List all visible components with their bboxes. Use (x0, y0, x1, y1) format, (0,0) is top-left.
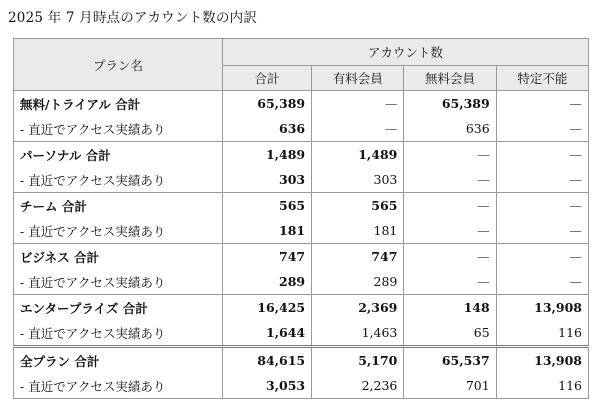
unknown-cell: — (496, 218, 588, 244)
free-cell: 148 (404, 295, 496, 321)
total-cell: 181 (223, 218, 312, 244)
total-cell: 289 (223, 269, 312, 295)
paid-cell: 565 (312, 193, 404, 219)
table-row-plan-total (14, 244, 589, 270)
row-label: チーム 合計 (14, 193, 223, 219)
unknown-cell: — (496, 269, 588, 295)
free-cell: 701 (404, 373, 496, 399)
total-cell: 3,053 (223, 373, 312, 399)
total-cell: 636 (223, 116, 312, 142)
unknown-cell: 116 (496, 373, 588, 399)
table-row-recent-access (14, 320, 589, 347)
total-cell: 565 (223, 193, 312, 219)
total-cell: 747 (223, 244, 312, 270)
table-row-plan-total (14, 347, 589, 374)
page-title: 2025 年 7 月時点のアカウント数の内訳 (8, 10, 258, 26)
account-breakdown-table (13, 38, 589, 399)
total-cell: 303 (223, 167, 312, 193)
free-cell: 65 (404, 320, 496, 347)
table-row-recent-access (14, 373, 589, 399)
paid-cell: 5,170 (312, 347, 404, 374)
free-cell: 65,389 (404, 91, 496, 117)
column-header-unknown: 特定不能 (496, 66, 588, 91)
free-cell: — (404, 193, 496, 219)
row-label: 全プラン 合計 (14, 347, 223, 374)
table-row-plan-total (14, 142, 589, 168)
row-label: - 直近でアクセス実績あり (14, 116, 223, 142)
free-cell: — (404, 167, 496, 193)
row-label: 無料/トライアル 合計 (14, 91, 223, 117)
unknown-cell: 13,908 (496, 295, 588, 321)
free-cell: 636 (404, 116, 496, 142)
table-row-recent-access (14, 269, 589, 295)
paid-cell: 289 (312, 269, 404, 295)
paid-cell: 1,489 (312, 142, 404, 168)
row-label: - 直近でアクセス実績あり (14, 269, 223, 295)
paid-cell: 2,236 (312, 373, 404, 399)
row-label: - 直近でアクセス実績あり (14, 373, 223, 399)
table-row-recent-access (14, 218, 589, 244)
paid-cell: 181 (312, 218, 404, 244)
unknown-cell: 13,908 (496, 347, 588, 374)
table-row-plan-total (14, 193, 589, 219)
table-body (14, 91, 589, 399)
unknown-cell: — (496, 167, 588, 193)
free-cell: — (404, 142, 496, 168)
total-cell: 84,615 (223, 347, 312, 374)
table-row-recent-access (14, 167, 589, 193)
paid-cell: — (312, 116, 404, 142)
unknown-cell: — (496, 116, 588, 142)
free-cell: — (404, 218, 496, 244)
free-cell: 65,537 (404, 347, 496, 374)
row-label: - 直近でアクセス実績あり (14, 167, 223, 193)
total-cell: 1,489 (223, 142, 312, 168)
unknown-cell: 116 (496, 320, 588, 347)
unknown-cell: — (496, 142, 588, 168)
paid-cell: 2,369 (312, 295, 404, 321)
table-row-plan-total (14, 91, 589, 117)
table-row-plan-total (14, 295, 589, 321)
paid-cell: 1,463 (312, 320, 404, 347)
total-cell: 16,425 (223, 295, 312, 321)
column-header-paid: 有料会員 (312, 66, 404, 91)
paid-cell: 303 (312, 167, 404, 193)
unknown-cell: — (496, 193, 588, 219)
table-row-recent-access (14, 116, 589, 142)
row-label: ビジネス 合計 (14, 244, 223, 270)
free-cell: — (404, 269, 496, 295)
total-cell: 1,644 (223, 320, 312, 347)
paid-cell: 747 (312, 244, 404, 270)
column-header-free: 無料会員 (404, 66, 496, 91)
paid-cell: — (312, 91, 404, 117)
row-label: パーソナル 合計 (14, 142, 223, 168)
plan-name-header: プラン名 (14, 39, 223, 91)
unknown-cell: — (496, 91, 588, 117)
row-label: - 直近でアクセス実績あり (14, 320, 223, 347)
account-count-header: アカウント数 (223, 39, 589, 66)
row-label: - 直近でアクセス実績あり (14, 218, 223, 244)
unknown-cell: — (496, 244, 588, 270)
row-label: エンタープライズ 合計 (14, 295, 223, 321)
column-header-total: 合計 (223, 66, 312, 91)
total-cell: 65,389 (223, 91, 312, 117)
free-cell: — (404, 244, 496, 270)
